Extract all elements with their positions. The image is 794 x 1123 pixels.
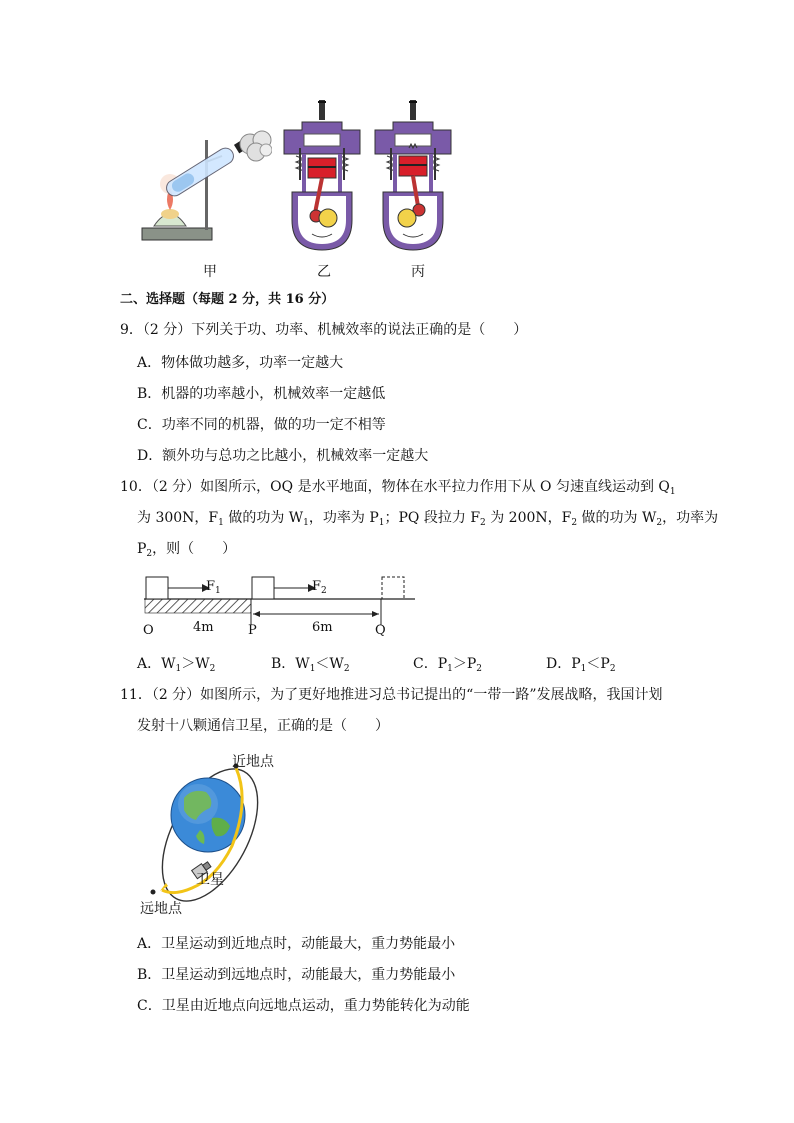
q10-option-d[interactable]: D．$P_1<P_2$: [546, 656, 616, 674]
q10-option-a[interactable]: A．$W_1>W_2$: [137, 656, 216, 674]
label-bing: 丙: [411, 264, 425, 280]
q10-line1: 10．（2 分）如图所示，OQ 是水平地面，物体在水平拉力作用下从 O 匀速直线运动到 $Q_1$: [120, 479, 676, 497]
q10-label-6m: 6m: [312, 620, 333, 635]
q10-label-4m: 4m: [193, 620, 214, 635]
q10-option-b[interactable]: B．$W_1<W_2$: [271, 656, 350, 674]
q11-option-b[interactable]: B．卫星运动到远地点时，动能最大，重力势能最小: [137, 967, 456, 983]
section-heading: 二、选择题（每题 2 分，共 16 分）: [120, 292, 335, 307]
q9-stem: 9．（2 分）下列关于功、功率、机械效率的说法正确的是（ ）: [120, 322, 528, 338]
q11-line2: 发射十八颗通信卫星，正确的是（ ）: [137, 718, 389, 734]
q11-label-apogee: 远地点: [140, 901, 182, 917]
q11-option-a[interactable]: A．卫星运动到近地点时，动能最大，重力势能最小: [137, 936, 456, 952]
q9-option-d[interactable]: D．额外功与总功之比越小，机械效率一定越大: [137, 448, 429, 464]
q11-label-satellite: 卫星: [196, 872, 224, 888]
q9-option-a[interactable]: A．物体做功越多，功率一定越大: [137, 355, 344, 371]
q10-line2: 为 300N，$F_1$ 做的功为 $W_1$，功率为 $P_1$；PQ 段拉力 $F_2$ 为 200N，$F_2$ 做的功为 $W_2$，功率为: [137, 510, 719, 528]
q10-label-q: Q: [375, 623, 386, 638]
q9-option-c[interactable]: C．功率不同的机器，做的功一定不相等: [137, 417, 386, 433]
q11-option-c[interactable]: C．卫星由近地点向远地点运动，重力势能转化为动能: [137, 998, 470, 1014]
q10-label-f2: $F_2$: [312, 579, 327, 596]
figure-jia: [140, 122, 272, 247]
q10-line3: $P_2$，则（ ）: [137, 541, 237, 559]
label-jia: 甲: [203, 264, 217, 280]
q11-line1: 11．（2 分）如图所示，为了更好地推进习总书记提出的“一带一路”发展战略，我国计划: [120, 687, 663, 703]
q11-label-perigee: 近地点: [232, 754, 274, 770]
q10-option-c[interactable]: C．$P_1>P_2$: [413, 656, 483, 674]
q10-label-p: P: [248, 623, 257, 638]
q10-label-o: O: [143, 623, 154, 638]
figure-bing-engine: [373, 100, 453, 252]
q10-label-f1: $F_1$: [206, 579, 221, 596]
q9-option-b[interactable]: B．机器的功率越小，机械效率一定越低: [137, 386, 386, 402]
label-yi: 乙: [317, 264, 331, 280]
figure-yi-engine: [282, 100, 362, 252]
